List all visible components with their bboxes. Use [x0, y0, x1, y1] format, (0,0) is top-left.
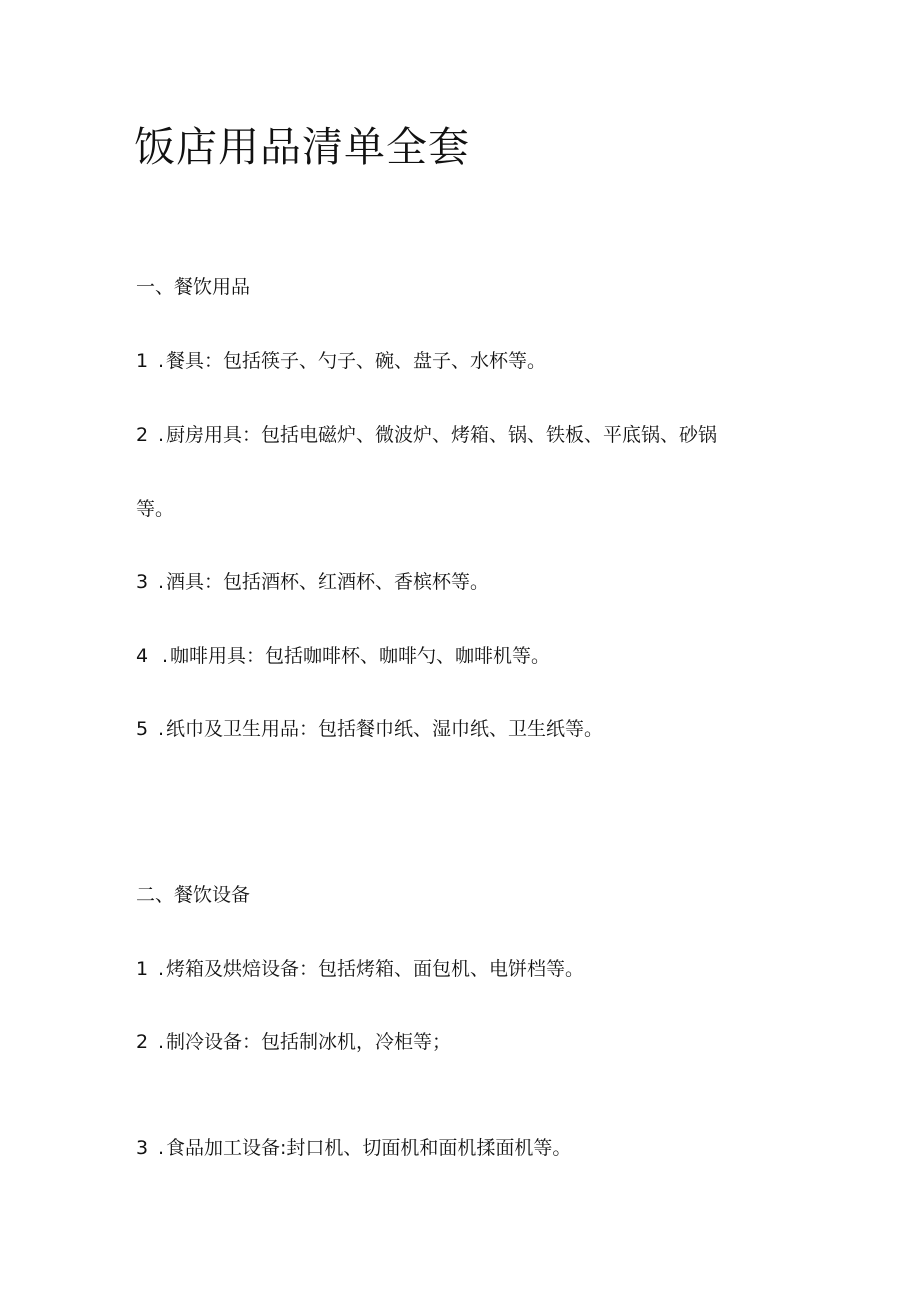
item-number: 3	[136, 1137, 149, 1159]
item-dot: .	[158, 424, 165, 446]
item-dot: .	[158, 718, 165, 740]
list-item	[136, 644, 550, 668]
item-text: 厨房用具：包括电磁炉、微波炉、烤箱、锅、铁板、平底锅、砂锅	[166, 424, 718, 446]
item-text: 酒具：包括酒杯、红酒杯、香槟杯等。	[166, 571, 490, 593]
item-text: 餐具：包括筷子、勺子、碗、盘子、水杯等。	[166, 350, 547, 372]
list-item	[136, 423, 717, 447]
item-dot: .	[158, 958, 165, 980]
item-number: 3	[136, 571, 149, 593]
list-item	[136, 1030, 451, 1054]
list-item	[136, 349, 546, 373]
list-item	[136, 1136, 571, 1160]
item-dot: .	[158, 1137, 165, 1159]
item-text: 咖啡用具：包括咖啡杯、咖啡勺、咖啡机等。	[170, 645, 551, 667]
item-number: 1	[136, 958, 149, 980]
list-item	[136, 717, 603, 741]
item-dot: .	[158, 350, 165, 372]
item-number: 5	[136, 718, 149, 740]
item-dot: .	[158, 571, 165, 593]
list-item	[136, 570, 489, 594]
section-heading-catering-supplies: 一、餐饮用品	[136, 276, 251, 298]
document-title: 饭店用品清单全套	[134, 123, 470, 171]
item-number: 2	[136, 424, 149, 446]
item-text: 纸巾及卫生用品：包括餐巾纸、湿巾纸、卫生纸等。	[166, 718, 604, 740]
list-item-continuation: 等。	[136, 498, 175, 520]
item-dot: .	[158, 1031, 165, 1053]
item-dot: .	[162, 645, 169, 667]
item-text: 制冷设备：包括制冰机，冷柜等；	[166, 1031, 452, 1053]
item-text: 烤箱及烘焙设备：包括烤箱、面包机、电饼档等。	[166, 958, 585, 980]
item-number: 2	[136, 1031, 149, 1053]
item-number: 1	[136, 350, 149, 372]
item-text: 食品加工设备:封口机、切面机和面机揉面机等。	[166, 1137, 572, 1159]
list-item	[136, 957, 584, 981]
section-heading-catering-equipment: 二、餐饮设备	[136, 884, 251, 906]
item-number: 4	[136, 645, 149, 667]
